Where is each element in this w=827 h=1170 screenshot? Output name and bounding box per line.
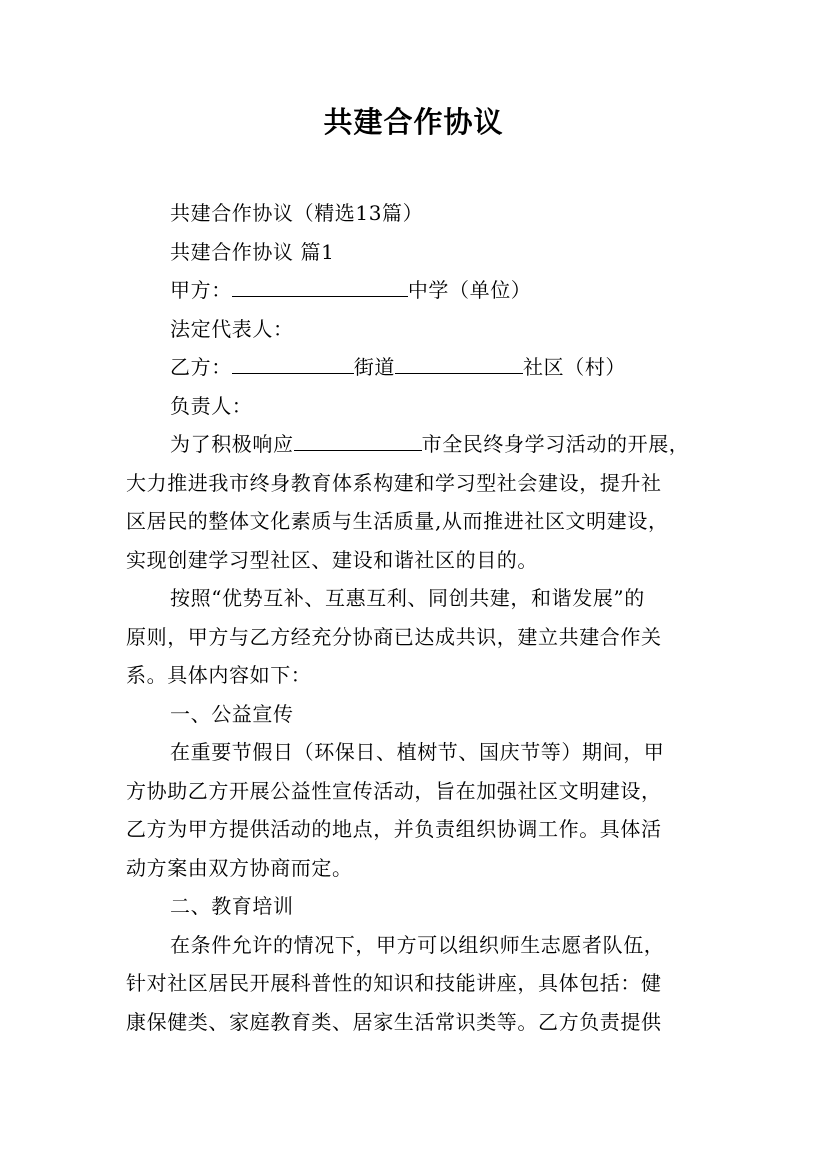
para1-end: 市全民终身学习活动的开展， — [421, 432, 690, 456]
document-title: 共建合作协议 — [323, 105, 504, 139]
paragraph-1-line-1 — [126, 425, 708, 464]
party-a-blank — [232, 274, 408, 297]
party-b-suffix: 社区（村） — [523, 355, 627, 379]
paragraph-2-line-1: 按照“优势互补、互惠互利、同创共建，和谐发展”的 — [170, 586, 645, 610]
subtitle: 共建合作协议（精选13篇） — [170, 201, 424, 225]
party-b-line — [126, 348, 708, 387]
paragraph-4-line-3: 康保健类、家庭教育类、居家生活常识类等。乙方负责提供 — [126, 1009, 662, 1034]
paragraph-1-line-2: 大力推进我市终身教育体系构建和学习型社会建设，提升社 — [126, 470, 662, 495]
party-b-mid: 街道 — [353, 355, 396, 379]
paragraph-2 — [126, 579, 708, 695]
party-b-community-blank — [395, 351, 523, 374]
legal-rep-line: 法定代表人： — [170, 316, 294, 341]
paragraph-3 — [126, 733, 708, 887]
city-blank — [294, 428, 422, 451]
heading-public-promotion: 一、公益宣传 — [170, 701, 294, 726]
paragraph-3-line-1: 在重要节假日（环保日、植树节、国庆节等）期间，甲 — [170, 740, 665, 764]
party-a-label: 甲方： — [170, 278, 232, 302]
paragraph-4 — [126, 926, 708, 1042]
paragraph-3-line-3: 乙方为甲方提供活动的地点，并负责组织协调工作。具体活 — [126, 817, 662, 841]
party-a-line — [126, 271, 708, 310]
party-b-street-blank — [232, 351, 354, 374]
paragraph-4-line-1: 在条件允许的情况下，甲方可以组织师生志愿者队伍， — [170, 932, 665, 957]
paragraph-2-line-2: 原则，甲方与乙方经充分协商已达成共识，建立共建合作关 — [126, 624, 662, 649]
document-body — [126, 194, 708, 1041]
paragraph-4-line-2: 针对社区居民开展科普性的知识和技能讲座，具体包括：健 — [126, 971, 662, 995]
paragraph-3-line-2: 方协助乙方开展公益性宣传活动，旨在加强社区文明建设， — [126, 778, 662, 803]
paragraph-1-line-4: 实现创建学习型社区、建设和谐社区的目的。 — [126, 547, 538, 572]
para1-start: 为了积极响应 — [170, 432, 294, 456]
party-a-suffix: 中学（单位） — [407, 278, 532, 302]
paragraph-1 — [126, 425, 708, 579]
heading-education-training: 二、教育培训 — [170, 894, 294, 918]
party-b-label: 乙方： — [170, 355, 232, 379]
paragraph-1-line-3: 区居民的整体文化素质与生活质量,从而推进社区文明建设， — [126, 509, 669, 533]
paragraph-2-line-3: 系。具体内容如下： — [126, 663, 312, 687]
responsible-line: 负责人： — [170, 393, 253, 418]
section-heading: 共建合作协议 篇1 — [170, 239, 335, 264]
paragraph-3-line-4: 动方案由双方协商而定。 — [126, 855, 353, 880]
